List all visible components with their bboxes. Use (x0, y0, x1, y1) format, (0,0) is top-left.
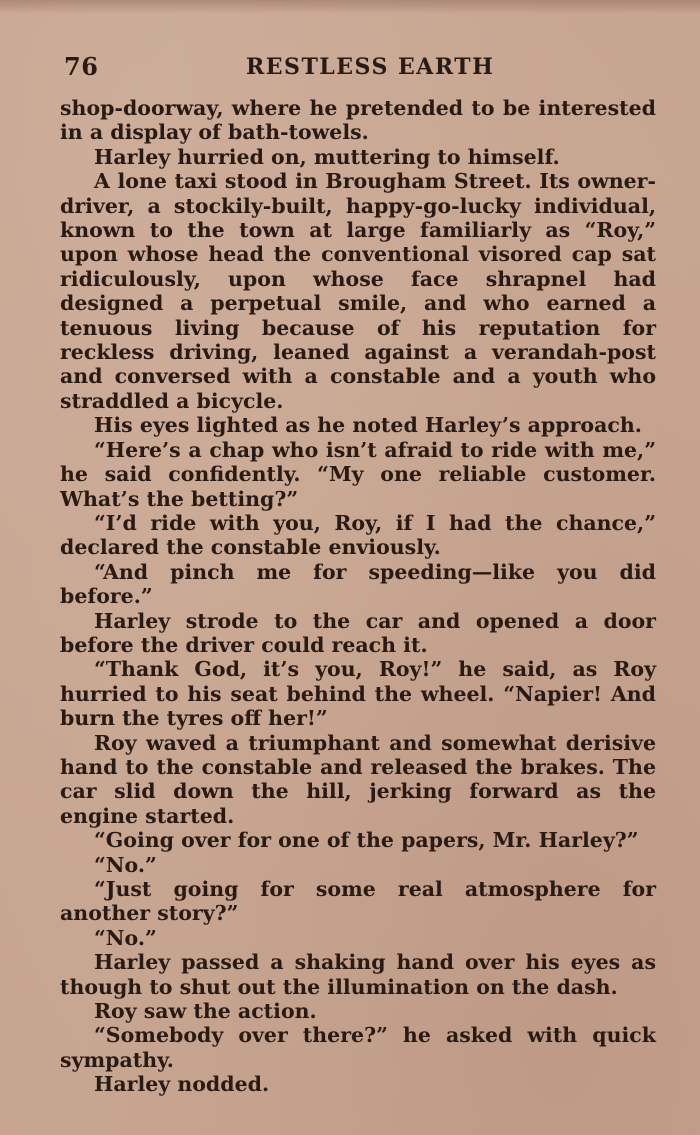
running-title: RESTLESS EARTH (246, 54, 495, 80)
paragraph: Harley passed a shaking hand over his eyes as though to shut out the illumination on the dash. (60, 950, 656, 999)
paragraph: Roy waved a triumphant and somewhat derisive hand to the constable and released the brakes. The car slid down the hill, jerking forward as the engine started. (60, 730, 656, 828)
page-top-edge (0, 0, 700, 14)
page-header (64, 52, 624, 88)
paragraph: Roy saw the action. (94, 999, 317, 1024)
paragraph: Harley nodded. (94, 1072, 270, 1097)
paragraph: “Thank God, it’s you, Roy!” he said, as Roy hurried to his seat behind the wheel. “Napier! And burn the tyres off her!” (60, 657, 656, 731)
body-text (60, 96, 656, 1097)
page-number: 76 (64, 52, 99, 81)
paragraph: “I’d ride with you, Roy, if I had the chance,” declared the constable enviously. (60, 510, 656, 560)
paragraph: “And pinch me for speeding—like you did before.” (60, 559, 656, 609)
paragraph: A lone taxi stood in Brougham Street. Its owner-driver, a stockily-built, happy-go-lucky individual, known to the town at large familiarly as “Roy,” upon whose head the conventional visored cap sat ridiculously, upon whose face shrapnel had designed a perpetual smile, and who earned a tenuous living because of his reputation for reckless driving, leaned against a verandah-post and conversed with a constable and a youth who straddled a bicycle. (60, 169, 656, 413)
paragraph: “Going over for one of the papers, Mr. Harley?” (94, 828, 639, 853)
paragraph: His eyes lighted as he noted Harley’s approach. (94, 413, 642, 438)
paragraph: Harley hurried on, muttering to himself. (94, 144, 560, 169)
paragraph: “No.” (94, 852, 157, 877)
paragraph: “Just going for some real atmosphere for another story?” (60, 877, 656, 926)
paragraph: “Here’s a chap who isn’t afraid to ride with me,” he said confidently. “My one reliable customer. What’s the betting?” (60, 437, 656, 511)
paragraph: “Somebody over there?” he asked with quick sympathy. (60, 1023, 656, 1072)
paragraph: “No.” (94, 925, 157, 950)
paragraph: shop-doorway, where he pretended to be interested in a display of bath-towels. (60, 96, 656, 145)
paragraph: Harley strode to the car and opened a door before the driver could reach it. (60, 608, 656, 657)
